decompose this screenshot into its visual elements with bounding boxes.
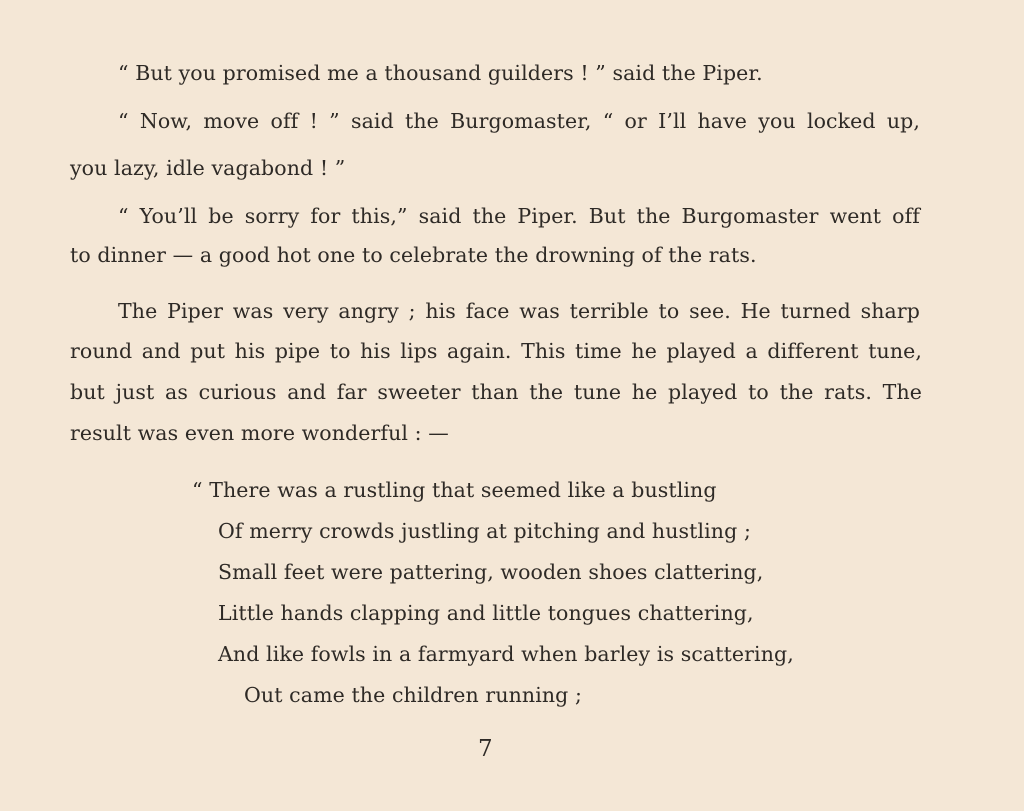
verse-line-1: “ There was a rustling that seemed like a bustling: [192, 478, 717, 502]
paragraph-2-line-2: you lazy, idle vagabond ! ”: [70, 156, 346, 180]
paragraph-3-line-1: “ You’ll be sorry for this,” said the Piper. But the Burgomaster went off: [118, 204, 920, 228]
verse-line-3: Small feet were pattering, wooden shoes clattering,: [218, 560, 764, 584]
paragraph-2-line-1: “ Now, move off ! ” said the Burgomaster, “ or I’ll have you locked up,: [118, 109, 920, 133]
paragraph-4-line-2: round and put his pipe to his lips again. This time he played a different tune,: [70, 339, 922, 363]
paragraph-4-line-3: but just as curious and far sweeter than the tune he played to the rats. The: [70, 380, 922, 404]
verse-line-4: Little hands clapping and little tongues chattering,: [218, 601, 754, 625]
page-number: 7: [478, 736, 493, 762]
verse-line-6: Out came the children running ;: [244, 683, 583, 707]
paragraph-1-line-1: “ But you promised me a thousand guilders ! ” said the Piper.: [118, 61, 763, 85]
verse-line-5: And like fowls in a farmyard when barley is scattering,: [218, 642, 794, 666]
paragraph-4-line-4: result was even more wonderful : —: [70, 421, 449, 445]
paragraph-4-line-1: The Piper was very angry ; his face was terrible to see. He turned sharp: [118, 299, 920, 323]
verse-line-2: Of merry crowds justling at pitching and hustling ;: [218, 519, 751, 543]
paragraph-3-line-2: to dinner — a good hot one to celebrate the drowning of the rats.: [70, 243, 757, 267]
